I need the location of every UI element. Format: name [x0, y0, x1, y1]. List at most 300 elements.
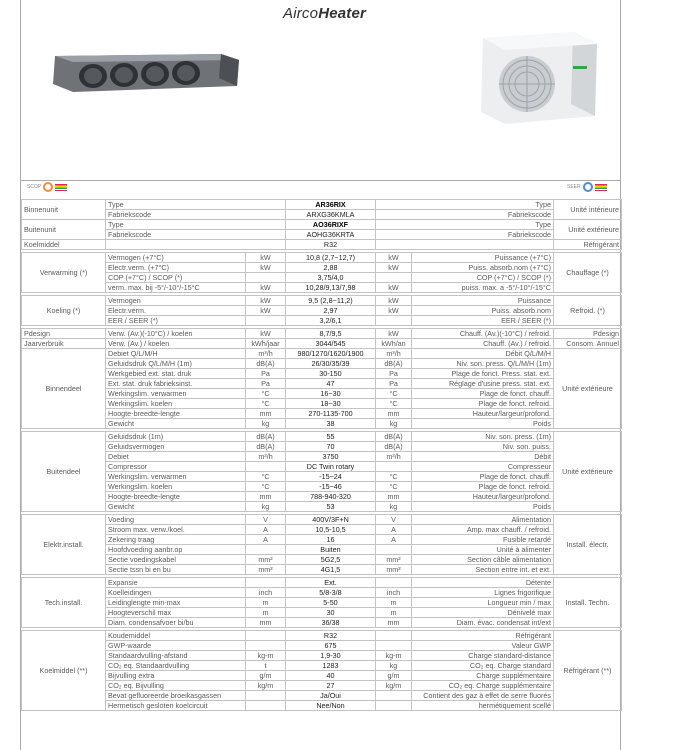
spec-key-fr: Longueur min / max	[412, 598, 554, 608]
spec-key-fr: Plage de fonct. refroid.	[412, 399, 554, 409]
spec-unit	[246, 691, 286, 701]
spec-value: DC Twin rotary	[286, 462, 376, 472]
spec-key: Werkingslim. verwarmen	[106, 472, 246, 482]
spec-unit-fr	[376, 631, 412, 641]
spec-unit-fr: g/m	[376, 671, 412, 681]
group-label: Jaarverbruik	[22, 339, 106, 349]
spec-unit-fr: kW	[376, 283, 412, 293]
group-label-fr: Install. Techn.	[554, 578, 622, 628]
spec-value: 55	[286, 432, 376, 442]
spec-key-fr: Puiss. absorb.nom (+7°C)	[412, 263, 554, 273]
spec-row	[22, 631, 622, 641]
group-label-fr: Réfrigérant	[554, 240, 622, 250]
spec-row	[22, 452, 622, 462]
spec-key-fr: Compresseur	[412, 462, 554, 472]
spec-key: Gewicht	[106, 502, 246, 512]
spec-table	[21, 199, 622, 711]
spec-unit: °C	[246, 482, 286, 492]
spec-row	[22, 263, 622, 273]
spec-row	[22, 369, 622, 379]
spec-value: 675	[286, 641, 376, 651]
spec-key: Hermetisch gesloten koelcircuit	[106, 701, 246, 711]
spec-unit-fr: kg/m	[376, 681, 412, 691]
spec-key-fr: Débit Q/L/M/H	[412, 349, 554, 359]
spec-key: Debiet Q/L/M/H	[106, 349, 246, 359]
spec-row	[22, 651, 622, 661]
spec-unit: g/m	[246, 671, 286, 681]
spec-unit	[246, 631, 286, 641]
spec-key-fr: Plage de fonct. refroid.	[412, 482, 554, 492]
spec-value: 5/8-3/8	[286, 588, 376, 598]
spec-unit-fr: m³/h	[376, 349, 412, 359]
spec-key-fr: COP (+7°C) / SCOP (*)	[412, 273, 554, 283]
group-label: Koelmiddel	[22, 240, 106, 250]
spec-value: 4G1,5	[286, 565, 376, 575]
spec-key-fr: Plage de fonct. Press. stat. ext.	[412, 369, 554, 379]
spec-unit-fr: A	[376, 535, 412, 545]
spec-value: 3750	[286, 452, 376, 462]
spec-row	[22, 230, 622, 240]
spec-row	[22, 389, 622, 399]
spec-row	[22, 565, 622, 575]
spec-unit: mm	[246, 409, 286, 419]
spec-key: GWP-waarde	[106, 641, 246, 651]
spec-row	[22, 419, 622, 429]
spec-unit-fr: mm²	[376, 555, 412, 565]
spec-row	[22, 462, 622, 472]
spec-value: -15~24	[286, 472, 376, 482]
spec-unit-fr: dB(A)	[376, 442, 412, 452]
spec-unit-fr: kg	[376, 502, 412, 512]
spec-value: 10,8 (2,7~12,7)	[286, 253, 376, 263]
spec-key-fr: Charge standard-distance	[412, 651, 554, 661]
spec-unit: m	[246, 608, 286, 618]
spec-key: Fabriekscode	[106, 210, 286, 220]
spec-key-fr: Réglage d'usine press. stat. ext.	[412, 379, 554, 389]
spec-key: Electr.verm.	[106, 306, 246, 316]
spec-key: Koudemiddel	[106, 631, 246, 641]
spec-unit-fr: m	[376, 608, 412, 618]
spec-unit: m³/h	[246, 349, 286, 359]
spec-value: 2,88	[286, 263, 376, 273]
spec-key-fr: Poids	[412, 502, 554, 512]
spec-unit	[246, 545, 286, 555]
spec-key-fr: Unité à alimenter	[412, 545, 554, 555]
spec-key: Standaardvulling-afstand	[106, 651, 246, 661]
spec-unit-fr: °C	[376, 472, 412, 482]
spec-row	[22, 555, 622, 565]
spec-row	[22, 641, 622, 651]
sun-swirl-icon	[43, 182, 53, 192]
spec-unit: Pa	[246, 379, 286, 389]
spec-key-fr: Puissance	[412, 296, 554, 306]
spec-unit: °C	[246, 399, 286, 409]
spec-row	[22, 283, 622, 293]
spec-key: Geluidsdruk Q/L/M/H (1m)	[106, 359, 246, 369]
spec-value: AOHG36KRTA	[286, 230, 376, 240]
spec-unit-fr: mm	[376, 409, 412, 419]
spec-unit-fr: Pa	[376, 369, 412, 379]
spec-key-fr: Charge supplémentaire	[412, 671, 554, 681]
group-label: Elektr.install.	[22, 515, 106, 575]
spec-key-fr: Contient des gaz à effet de serre fluorés	[412, 691, 554, 701]
spec-key: Vermogen (+7°C)	[106, 253, 246, 263]
spec-key-fr: Plage de fonct. chauff.	[412, 389, 554, 399]
spec-key: Sectie tssn bi en bu	[106, 565, 246, 575]
spec-key-fr: Type	[376, 200, 554, 210]
spec-value: ARXG36KMLA	[286, 210, 376, 220]
spec-value: 70	[286, 442, 376, 452]
spec-key: EER / SEER (*)	[106, 316, 246, 326]
spec-row	[22, 472, 622, 482]
spec-unit: dB(A)	[246, 442, 286, 452]
spec-key: Ext. stat. druk fabrieksinst.	[106, 379, 246, 389]
spec-key: Werkingslim. koelen	[106, 482, 246, 492]
spec-sheet	[20, 0, 621, 750]
group-label: Buitenunit	[22, 220, 106, 240]
snow-swirl-icon	[583, 182, 593, 192]
spec-key: Stroom max. verw./koel.	[106, 525, 246, 535]
spec-unit-fr: inch	[376, 588, 412, 598]
brand-logo: AircoHeater	[283, 5, 367, 22]
spec-key-fr: Réfrigérant	[412, 631, 554, 641]
spec-unit: kW	[246, 296, 286, 306]
spec-unit-fr: kW	[376, 253, 412, 263]
spec-key-fr: Dénivelé max	[412, 608, 554, 618]
spec-unit	[246, 578, 286, 588]
spec-value: 270-1135-700	[286, 409, 376, 419]
spec-key-fr: Détente	[412, 578, 554, 588]
spec-row	[22, 349, 622, 359]
spec-unit-fr: kg-m	[376, 651, 412, 661]
spec-unit: mm²	[246, 565, 286, 575]
spec-unit	[246, 641, 286, 651]
spec-unit	[246, 701, 286, 711]
spec-row	[22, 691, 622, 701]
spec-value: 40	[286, 671, 376, 681]
spec-key: Type	[106, 220, 286, 230]
spec-key-fr: Fabriekscode	[376, 230, 554, 240]
spec-value: 980/1270/1620/1900	[286, 349, 376, 359]
spec-unit: °C	[246, 472, 286, 482]
spec-row	[22, 432, 622, 442]
spec-unit-fr: kW	[376, 306, 412, 316]
spec-value: Ja/Oui	[286, 691, 376, 701]
spec-value: Buiten	[286, 545, 376, 555]
spec-value: 16	[286, 535, 376, 545]
spec-unit-fr: Pa	[376, 379, 412, 389]
spec-value: 3,2/6,1	[286, 316, 376, 326]
spec-value: 47	[286, 379, 376, 389]
spec-key: Koelleidingen	[106, 588, 246, 598]
spec-row	[22, 502, 622, 512]
spec-unit: m	[246, 598, 286, 608]
group-label: Buitendeel	[22, 432, 106, 512]
group-label: Verwarming (*)	[22, 253, 106, 293]
spec-unit-fr	[376, 462, 412, 472]
group-label-fr: Refroid. (*)	[554, 296, 622, 326]
spec-unit-fr: °C	[376, 389, 412, 399]
spec-key: Werkingslim. verwarmen	[106, 389, 246, 399]
spec-key: Hoogte-breedte-lengte	[106, 409, 246, 419]
spec-key: Sectie voedingskabel	[106, 555, 246, 565]
spec-row	[22, 200, 622, 210]
energy-bars-icon	[55, 184, 67, 191]
spec-key: Vermogen	[106, 296, 246, 306]
spec-unit-fr: kW	[376, 263, 412, 273]
spec-unit: °C	[246, 389, 286, 399]
spec-row	[22, 329, 622, 339]
spec-key: Diam. condensafvoer bi/bu	[106, 618, 246, 628]
spec-row	[22, 545, 622, 555]
spec-value: 16~30	[286, 389, 376, 399]
spec-value: 5G2,5	[286, 555, 376, 565]
spec-key-fr: hermétiquement scellé	[412, 701, 554, 711]
spec-unit-fr: °C	[376, 399, 412, 409]
spec-unit-fr	[376, 691, 412, 701]
spec-unit: kW	[246, 263, 286, 273]
spec-key-fr: Poids	[412, 419, 554, 429]
indoor-duct-unit-image	[51, 48, 241, 96]
spec-value: 1,9-30	[286, 651, 376, 661]
spec-key: CO₂ eq. Standaardvulling	[106, 661, 246, 671]
spec-row	[22, 492, 622, 502]
spec-unit-fr: A	[376, 525, 412, 535]
spec-row	[22, 316, 622, 326]
spec-unit: kW	[246, 253, 286, 263]
spec-key: Hoofdvoeding aanbr.op	[106, 545, 246, 555]
spec-value: 30	[286, 608, 376, 618]
spec-unit: mm²	[246, 555, 286, 565]
spec-row	[22, 409, 622, 419]
spec-key-fr: Lignes frigorifique	[412, 588, 554, 598]
spec-key-fr	[376, 240, 554, 250]
spec-key: Zekering traag	[106, 535, 246, 545]
spec-key-fr: Hauteur/largeur/profond.	[412, 492, 554, 502]
spec-key-fr: Niv. son. press. (1m)	[412, 432, 554, 442]
spec-key: COP (+7°C) / SCOP (*)	[106, 273, 246, 283]
spec-unit-fr	[376, 641, 412, 651]
spec-key: Hoogte-breedte-lengte	[106, 492, 246, 502]
spec-unit: kg	[246, 502, 286, 512]
spec-value: -15~46	[286, 482, 376, 492]
spec-row	[22, 399, 622, 409]
scop-energy-badge: SCOP	[27, 182, 67, 192]
spec-unit-fr: dB(A)	[376, 432, 412, 442]
spec-key-fr: Type	[376, 220, 554, 230]
spec-key-fr: Fusible retardé	[412, 535, 554, 545]
spec-key-fr: Plage de fonct. chauff.	[412, 472, 554, 482]
spec-value: Nee/Non	[286, 701, 376, 711]
spec-unit-fr	[376, 701, 412, 711]
spec-row	[22, 359, 622, 369]
spec-unit	[246, 273, 286, 283]
spec-key-fr: Chauff. (Av.)(-10°C) / refroid.	[412, 329, 554, 339]
spec-value: 10,5-10,5	[286, 525, 376, 535]
spec-row	[22, 210, 622, 220]
spec-value: 10,28/9,13/7,98	[286, 283, 376, 293]
spec-unit-fr: m	[376, 598, 412, 608]
spec-row	[22, 671, 622, 681]
spec-key-fr: Amp. max chauff. / refroid.	[412, 525, 554, 535]
group-label-fr: Unité extérieure	[554, 220, 622, 240]
spec-value: 3,75/4,0	[286, 273, 376, 283]
spec-value: 26/30/35/39	[286, 359, 376, 369]
spec-unit: inch	[246, 588, 286, 598]
spec-key: Geluidsdruk (1m)	[106, 432, 246, 442]
spec-row	[22, 306, 622, 316]
spec-value: Ext.	[286, 578, 376, 588]
spec-value: 36/38	[286, 618, 376, 628]
spec-unit-fr: kg	[376, 661, 412, 671]
spec-unit: kW	[246, 306, 286, 316]
spec-key-fr: Débit	[412, 452, 554, 462]
spec-unit: kW	[246, 329, 286, 339]
spec-row	[22, 379, 622, 389]
outdoor-unit-image	[473, 28, 603, 128]
spec-unit: m³/h	[246, 452, 286, 462]
spec-value: AO36RIXF	[286, 220, 376, 230]
group-label: Koelmiddel (**)	[22, 631, 106, 711]
spec-key: Gewicht	[106, 419, 246, 429]
spec-key: CO₂ eq. Bijvulling	[106, 681, 246, 691]
group-label: Pdesign	[22, 329, 106, 339]
spec-value: 9,5 (2,8~11,2)	[286, 296, 376, 306]
spec-row	[22, 515, 622, 525]
spec-row	[22, 681, 622, 691]
spec-unit-fr: kW	[376, 296, 412, 306]
spec-key: Compressor	[106, 462, 246, 472]
spec-key-fr: Section entre int. et ext.	[412, 565, 554, 575]
spec-unit-fr: mm	[376, 492, 412, 502]
spec-unit	[246, 316, 286, 326]
spec-key: Werkingslim. koelen	[106, 399, 246, 409]
spec-unit-fr: V	[376, 515, 412, 525]
spec-key-fr: Niv. son. puiss.	[412, 442, 554, 452]
spec-value: R32	[286, 631, 376, 641]
spec-unit-fr: kW	[376, 329, 412, 339]
group-label-fr: Pdesign	[554, 329, 622, 339]
spec-row	[22, 608, 622, 618]
spec-unit: kg-m	[246, 651, 286, 661]
spec-key: Debiet	[106, 452, 246, 462]
spec-unit-fr: mm²	[376, 565, 412, 575]
spec-key: Fabriekscode	[106, 230, 286, 240]
spec-unit: kWh/jaar	[246, 339, 286, 349]
spec-unit: dB(A)	[246, 432, 286, 442]
spec-row	[22, 339, 622, 349]
spec-key-fr: Alimentation	[412, 515, 554, 525]
spec-key: Electr.verm. (+7°C)	[106, 263, 246, 273]
spec-value: 27	[286, 681, 376, 691]
spec-unit: mm	[246, 492, 286, 502]
spec-value: 400V/3F+N	[286, 515, 376, 525]
spec-key: Geluidsvermogen	[106, 442, 246, 452]
spec-row	[22, 661, 622, 671]
spec-value: 2,97	[286, 306, 376, 316]
spec-unit-fr: mm	[376, 618, 412, 628]
spec-key: Bevat gefluoreerde broeikasgassen	[106, 691, 246, 701]
spec-key-fr: Diam. évac. condensat int/ext	[412, 618, 554, 628]
spec-value: 788-940-320	[286, 492, 376, 502]
spec-key-fr: Niv. son. press. Q/L/M/H (1m)	[412, 359, 554, 369]
spec-key-fr: Puiss. absorb.nom	[412, 306, 554, 316]
spec-row	[22, 618, 622, 628]
spec-key-fr: Puissance (+7°C)	[412, 253, 554, 263]
spec-unit-fr: m³/h	[376, 452, 412, 462]
spec-key: Type	[106, 200, 286, 210]
spec-row	[22, 482, 622, 492]
spec-key: verm. max. bij -5°/-10°/-15°C	[106, 283, 246, 293]
spec-key-fr: Hauteur/largeur/profond.	[412, 409, 554, 419]
spec-key: Voeding	[106, 515, 246, 525]
spec-unit: kW	[246, 283, 286, 293]
spec-value: 5-50	[286, 598, 376, 608]
group-label-fr: Unité extérieure	[554, 432, 622, 512]
spec-unit: A	[246, 525, 286, 535]
spec-value: AR36RIX	[286, 200, 376, 210]
spec-key-fr: CO₂ eq. Charge standard	[412, 661, 554, 671]
spec-key-fr: puiss. max. a -5°/-10°/-15°C	[412, 283, 554, 293]
group-label-fr: Chauffage (*)	[554, 253, 622, 293]
spec-value: 8,7/9,5	[286, 329, 376, 339]
spec-row	[22, 588, 622, 598]
spec-unit-fr	[376, 273, 412, 283]
spec-row	[22, 220, 622, 230]
spec-value: 3044/545	[286, 339, 376, 349]
seer-energy-badge: SEER	[567, 182, 607, 192]
spec-value: 53	[286, 502, 376, 512]
group-label: Koeling (*)	[22, 296, 106, 326]
spec-unit-fr	[376, 545, 412, 555]
spec-key-fr: Fabriekscode	[376, 210, 554, 220]
spec-value: 1283	[286, 661, 376, 671]
energy-bars-icon	[595, 184, 607, 191]
spec-key: Hoogteverschil max	[106, 608, 246, 618]
spec-value: 38	[286, 419, 376, 429]
spec-unit-fr: dB(A)	[376, 359, 412, 369]
spec-unit: A	[246, 535, 286, 545]
spec-unit-fr: kWh/an	[376, 339, 412, 349]
spec-key: Werkgebied ext. stat. druk	[106, 369, 246, 379]
spec-row	[22, 253, 622, 263]
spec-unit-fr: kg	[376, 419, 412, 429]
spec-unit: V	[246, 515, 286, 525]
spec-key-fr: Valeur GWP	[412, 641, 554, 651]
spec-key-fr: CO₂ eq. Charge supplémentaire	[412, 681, 554, 691]
spec-key-fr: Section câble alimentation	[412, 555, 554, 565]
spec-row	[22, 578, 622, 588]
spec-key: Expansie	[106, 578, 246, 588]
spec-key: Verw. (Av.) / koelen	[106, 339, 246, 349]
group-label-fr: Réfrigérant (**)	[554, 631, 622, 711]
spec-row	[22, 240, 622, 250]
group-label-fr: Unité intérieure	[554, 200, 622, 220]
spec-row	[22, 535, 622, 545]
spec-unit: mm	[246, 618, 286, 628]
spec-key-fr: Chauff. (Av.) / refroid.	[412, 339, 554, 349]
spec-key	[106, 240, 286, 250]
spec-unit-fr: °C	[376, 482, 412, 492]
spec-value: 18~30	[286, 399, 376, 409]
group-label-fr: Consom. Annuel	[554, 339, 622, 349]
group-label: Binnendeel	[22, 349, 106, 429]
spec-key: Verw. (Av.)(-10°C) / koelen	[106, 329, 246, 339]
spec-unit: kg	[246, 419, 286, 429]
spec-row	[22, 296, 622, 306]
group-label: Tech.install.	[22, 578, 106, 628]
spec-key: Bijvulling extra	[106, 671, 246, 681]
